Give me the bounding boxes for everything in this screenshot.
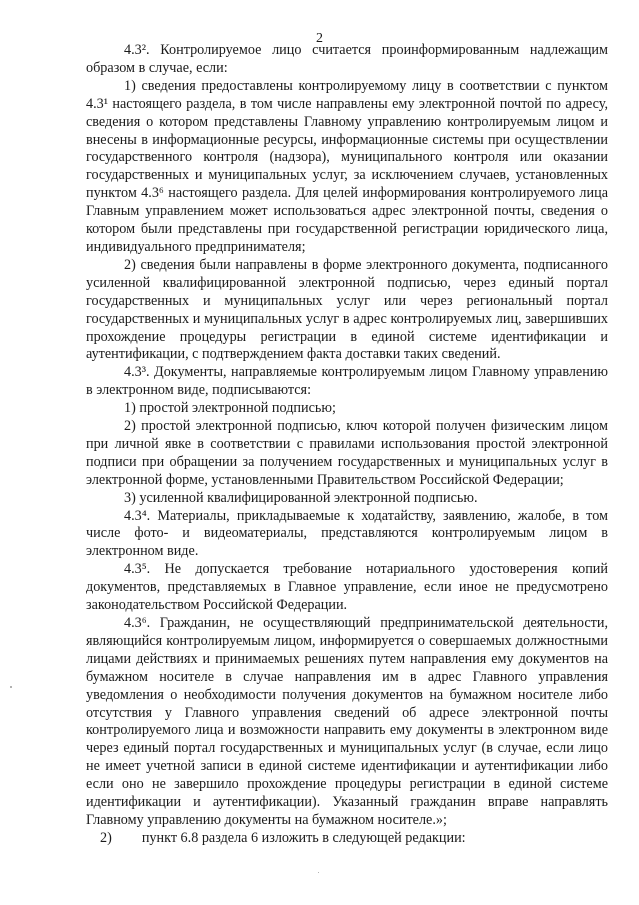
paragraph-4-3-6: 4.3⁶. Гражданин, не осуществляющий предпринимательской деятельности, являющийся контролируемым лицом, информируется о совершаемых должностными лицами действиях и принимаемых решениях путем направления ему документов на бумажном носителе в случае направления им в адрес Главного управления уведомления о необходимости получения документов на бумажном носителе либо отсутствия у Главного управления сведений об адресе электронной почты контролируемого лица и возможности направить ему документы в электронном виде через единый портал государственных и муниципальных услуг (в случае, если лицо не имеет учетной записи в единой системе идентификации и аутентификации либо если оно не завершило прохождение процедуры регистрации в единой системе идентификации и аутентификации). Указанный гражданин вправе направлять Главному управлению документы на бумажном носителе.»; [86, 615, 608, 828]
paragraph-4-3-5: 4.3⁵. Не допускается требование нотариального удостоверения копий документов, представляемых в Главное управление, если иное не предусмотрено законодательством Российской Федерации. [86, 561, 608, 614]
paragraph-4-3-2: 4.3². Контролируемое лицо считается проинформированным надлежащим образом в случае, если: [86, 42, 608, 76]
paragraph-signature-1: 1) простой электронной подписью; [124, 400, 336, 417]
paragraph-signature-2: 2) простой электронной подписью, ключ которой получен физическим лицом при личной явке в соответствии с правилами использования простой электронной подписи при обращении за получением государственных и муниципальных услуг в электронной форме, установленными Правительством Российской Федерации; [86, 418, 608, 488]
document-body [86, 42, 608, 848]
amendment-item-number: 2) [100, 829, 112, 846]
paragraph-4-3-3: 4.3³. Документы, направляемые контролируемым лицом Главному управлению в электронном виде, подписываются: [86, 364, 608, 399]
page-number: 2 [316, 31, 323, 46]
paragraph-signature-3: 3) усиленной квалифицированной электронной подписью. [124, 489, 478, 506]
amendment-item-2 [86, 830, 608, 848]
scan-speck [318, 872, 319, 873]
scan-speck [10, 686, 12, 688]
paragraph-item-2: 2) сведения были направлены в форме электронного документа, подписанного усиленной квалифицированной электронной подписью, через единый портал государственных и муниципальных услуг или через региональный портал государственных и муниципальных услуг в адрес контролируемых лиц, завершивших прохождение процедуры регистрации в единой системе идентификации и аутентификации, с подтверждением факта доставки таких сведений. [86, 256, 608, 363]
amendment-item-text: пункт 6.8 раздела 6 изложить в следующей редакции: [141, 829, 466, 846]
paragraph-item-1: 1) сведения предоставлены контролируемому лицу в соответствии с пунктом 4.3¹ настоящего раздела, в том числе направлены ему электронной почтой по адресу, сведения о котором представлены Главному управлению контролируемым лицом и внесены в информационные ресурсы, информационные системы при осуществлении государственного контроля (надзора), муниципального контроля или оказании государственных и муниципальных услуг, за исключением случаев, установленных пунктом 4.3⁶ настоящего раздела. Для целей информирования контролируемого лица Главным управлением может использоваться адрес электронной почты, сведения о котором были представлены при государственной регистрации юридического лица, индивидуального предпринимателя; [86, 77, 608, 255]
paragraph-4-3-4: 4.3⁴. Материалы, прикладываемые к ходатайству, заявлению, жалобе, в том числе фото- и видеоматериалы, представляются контролируемым лицом в электронном виде. [86, 507, 608, 560]
